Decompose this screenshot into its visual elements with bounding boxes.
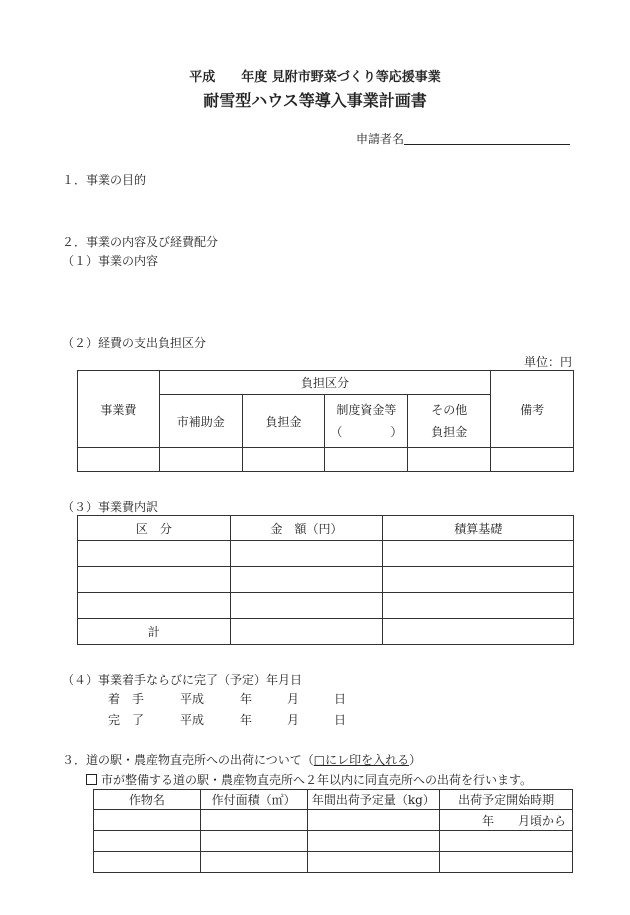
shipment-commitment — [86, 771, 532, 788]
cell-start-period[interactable] — [440, 852, 573, 873]
section3-heading-suffix: ） — [409, 753, 422, 767]
cell-basis[interactable] — [383, 567, 574, 593]
section2-sub2: （２）経費の支出負担区分 — [62, 336, 207, 350]
header-area: 作付面積（㎡） — [200, 790, 307, 810]
other-share-line2: 負担金 — [431, 425, 468, 439]
system-fund-paren: （ ） — [330, 425, 403, 439]
section2-sub3: （３）事業費内訳 — [62, 500, 159, 514]
cell-area[interactable] — [200, 831, 307, 852]
header-remarks: 備考 — [491, 371, 574, 448]
total-label: 計 — [78, 619, 231, 645]
cell-crop[interactable] — [94, 810, 201, 831]
header-volume: 年間出荷予定量（kg） — [307, 790, 440, 810]
end-month: 月 — [287, 713, 300, 727]
cell-volume[interactable] — [307, 831, 440, 852]
cost-breakdown-table — [77, 515, 574, 645]
start-year: 年 — [240, 692, 253, 706]
cell-amount[interactable] — [230, 567, 383, 593]
section3-heading-prefix: ３．道の駅・農産物直売所への出荷について（ — [62, 753, 314, 767]
cell-start-period[interactable] — [440, 810, 573, 831]
header-city-subsidy: 市補助金 — [159, 395, 242, 448]
document-title: 耐雪型ハウス等導入事業計画書 — [203, 91, 427, 110]
table-row — [94, 852, 573, 873]
header-start-period: 出荷予定開始時期 — [440, 790, 573, 810]
header-own-share: 負担金 — [242, 395, 325, 448]
start-month: 月 — [287, 692, 300, 706]
cell-crop[interactable] — [94, 852, 201, 873]
header-project-cost: 事業費 — [78, 371, 160, 448]
section2-sub4: （４）事業着手ならびに完了（予定）年月日 — [62, 673, 303, 687]
other-share-line1: その他 — [431, 403, 468, 417]
table-row — [78, 448, 574, 472]
section3-heading — [62, 751, 421, 768]
cost-allocation-table — [77, 370, 574, 472]
document-subtitle: 平成 年度 見附市野菜づくり等応援事業 — [189, 70, 441, 85]
cell-project-cost[interactable] — [78, 448, 160, 472]
start-day: 日 — [334, 692, 347, 706]
cell-area[interactable] — [200, 810, 307, 831]
start-era: 平成 — [180, 692, 205, 706]
section3-heading-instruction: □にレ印を入れる — [313, 753, 410, 767]
table-row — [78, 541, 574, 567]
shipment-checkbox[interactable] — [86, 774, 97, 785]
unit-label: 単位：円 — [524, 355, 573, 369]
section2-heading: ２．事業の内容及び経費配分 — [62, 235, 219, 249]
end-era: 平成 — [180, 713, 205, 727]
cell-total-basis[interactable] — [383, 619, 574, 645]
section2-sub1: （１）事業の内容 — [62, 254, 159, 268]
shipment-plan-table — [93, 789, 573, 873]
cell-remarks[interactable] — [491, 448, 574, 472]
header-crop: 作物名 — [94, 790, 201, 810]
cell-area[interactable] — [200, 852, 307, 873]
header-burden-division: 負担区分 — [159, 371, 490, 395]
cell-volume[interactable] — [307, 810, 440, 831]
table-row — [78, 593, 574, 619]
cell-other-share[interactable] — [408, 448, 491, 472]
table-row — [78, 567, 574, 593]
header-amount: 金 額（円） — [230, 516, 383, 541]
cell-category[interactable] — [78, 593, 231, 619]
start-label: 着 手 — [108, 692, 145, 706]
cell-volume[interactable] — [307, 852, 440, 873]
start-period-template: 年 月頃から — [481, 813, 566, 828]
cell-crop[interactable] — [94, 831, 201, 852]
cell-own-share[interactable] — [242, 448, 325, 472]
header-other-share — [408, 395, 491, 448]
header-basis: 積算基礎 — [383, 516, 574, 541]
cell-category[interactable] — [78, 541, 231, 567]
cell-basis[interactable] — [383, 541, 574, 567]
cell-total-amount[interactable] — [230, 619, 383, 645]
total-row — [78, 619, 574, 645]
section1-heading: １．事業の目的 — [62, 173, 147, 187]
table-row — [94, 831, 573, 852]
cell-amount[interactable] — [230, 593, 383, 619]
cell-start-period[interactable] — [440, 831, 573, 852]
cell-amount[interactable] — [230, 541, 383, 567]
end-day: 日 — [334, 713, 347, 727]
header-system-fund — [325, 395, 408, 448]
cell-basis[interactable] — [383, 593, 574, 619]
header-category: 区 分 — [78, 516, 231, 541]
table-row — [94, 810, 573, 831]
applicant-name-field[interactable] — [404, 144, 570, 145]
cell-city-subsidy[interactable] — [159, 448, 242, 472]
applicant-label: 申請者名 — [356, 132, 405, 146]
cell-category[interactable] — [78, 567, 231, 593]
cell-system-fund[interactable] — [325, 448, 408, 472]
end-label: 完 了 — [108, 713, 145, 727]
system-fund-label: 制度資金等 — [336, 403, 397, 417]
shipment-commitment-text: 市が整備する道の駅・農産物直売所へ２年以内に同直売所への出荷を行います。 — [101, 773, 533, 787]
end-year: 年 — [240, 713, 253, 727]
